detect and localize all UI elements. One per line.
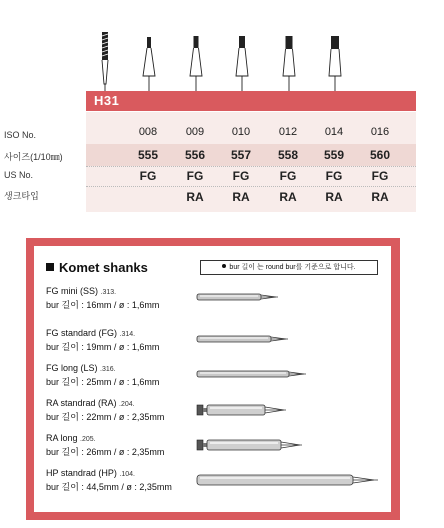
fg-standard-shank-drawing <box>196 330 296 350</box>
iso-cell: 012 <box>278 126 298 138</box>
size-cell: 558 <box>277 148 299 162</box>
shank-dimensions: bur 길이 : 25mm / ø : 1,6mm <box>46 377 160 387</box>
shank-dimensions: bur 길이 : 26mm / ø : 2,35mm <box>46 447 165 457</box>
shank-item-ra-long <box>46 433 386 467</box>
shank-cell: RA <box>232 190 250 204</box>
shank-dimensions: bur 길이 : 44,5mm / ø : 2,35mm <box>46 482 172 492</box>
shank-cell: RA <box>279 190 297 204</box>
note-text: bur 길이 는 round bur를 기준으로 합니다. <box>229 264 356 271</box>
size-cell: 556 <box>184 148 206 162</box>
iso-cell: 016 <box>370 126 390 138</box>
shank-item-fg-mini <box>46 286 386 320</box>
product-header-bar <box>86 91 416 111</box>
shank-dimensions: bur 길이 : 16mm / ø : 1,6mm <box>46 300 160 310</box>
shank-name-text: RA standrad (RA) <box>46 398 117 408</box>
shank-name-text: RA long <box>46 433 78 443</box>
komet-shanks-content <box>34 246 391 512</box>
shank-item-ra-standard <box>46 398 386 432</box>
product-code: H31 <box>94 93 120 108</box>
shank-name <box>46 328 135 338</box>
iso-cell: 014 <box>324 126 344 138</box>
iso-cell: 009 <box>185 126 205 138</box>
iso-label: ISO No. <box>4 130 37 140</box>
shank-code: .104. <box>119 471 135 478</box>
panel-title-text: Komet shanks <box>59 260 148 275</box>
size-label: 사이즈(1/10㎜) <box>4 152 63 162</box>
shank-name-text: FG standard (FG) <box>46 328 118 338</box>
shank-type-label: 생크타입 <box>4 191 39 201</box>
shank-cell: RA <box>325 190 343 204</box>
shank-code: .204. <box>119 401 135 408</box>
iso-cell: 010 <box>231 126 251 138</box>
shank-code: .314. <box>119 331 136 338</box>
shank-name-text: FG long (LS) <box>46 363 98 373</box>
us-cell: FG <box>232 169 250 183</box>
komet-shanks-panel <box>26 238 400 520</box>
divider <box>86 186 416 187</box>
fg-long-shank-drawing <box>196 365 316 385</box>
shank-name <box>46 433 96 443</box>
size-cell: 560 <box>369 148 391 162</box>
shank-code: .313. <box>100 289 117 296</box>
us-cell: FG <box>186 169 204 183</box>
bullet-icon <box>222 264 226 268</box>
us-cell: FG <box>279 169 297 183</box>
shank-item-fg-long <box>46 363 386 397</box>
shank-item-fg-standard <box>46 328 386 362</box>
hp-standard-shank-drawing <box>196 470 386 492</box>
shank-cell: RA <box>371 190 389 204</box>
shank-name-text: FG mini (SS) <box>46 286 99 296</box>
shank-name <box>46 286 116 296</box>
divider <box>86 166 416 167</box>
size-cell: 557 <box>230 148 252 162</box>
fg-mini-shank-drawing <box>196 288 286 308</box>
iso-cell: 008 <box>138 126 158 138</box>
shank-cell: RA <box>186 190 204 204</box>
ra-long-shank-drawing <box>196 435 312 457</box>
us-cell: FG <box>325 169 343 183</box>
panel-title <box>46 260 148 275</box>
shank-dimensions: bur 길이 : 22mm / ø : 2,35mm <box>46 412 165 422</box>
shank-dimensions: bur 길이 : 19mm / ø : 1,6mm <box>46 342 160 352</box>
size-cell: 555 <box>137 148 159 162</box>
shank-code: .205. <box>80 436 96 443</box>
us-cell: FG <box>371 169 389 183</box>
shank-name <box>46 363 116 373</box>
size-cell: 559 <box>323 148 345 162</box>
shank-name <box>46 468 135 478</box>
shank-item-hp-standard <box>46 468 386 502</box>
bur-length-note <box>200 260 378 275</box>
ra-standard-shank-drawing <box>196 400 296 422</box>
shank-name <box>46 398 135 408</box>
us-label: US No. <box>4 170 34 180</box>
square-bullet-icon <box>46 263 54 271</box>
shank-name-text: HP standrad (HP) <box>46 468 117 478</box>
us-cell: FG <box>139 169 157 183</box>
shank-code: .316. <box>100 366 116 373</box>
